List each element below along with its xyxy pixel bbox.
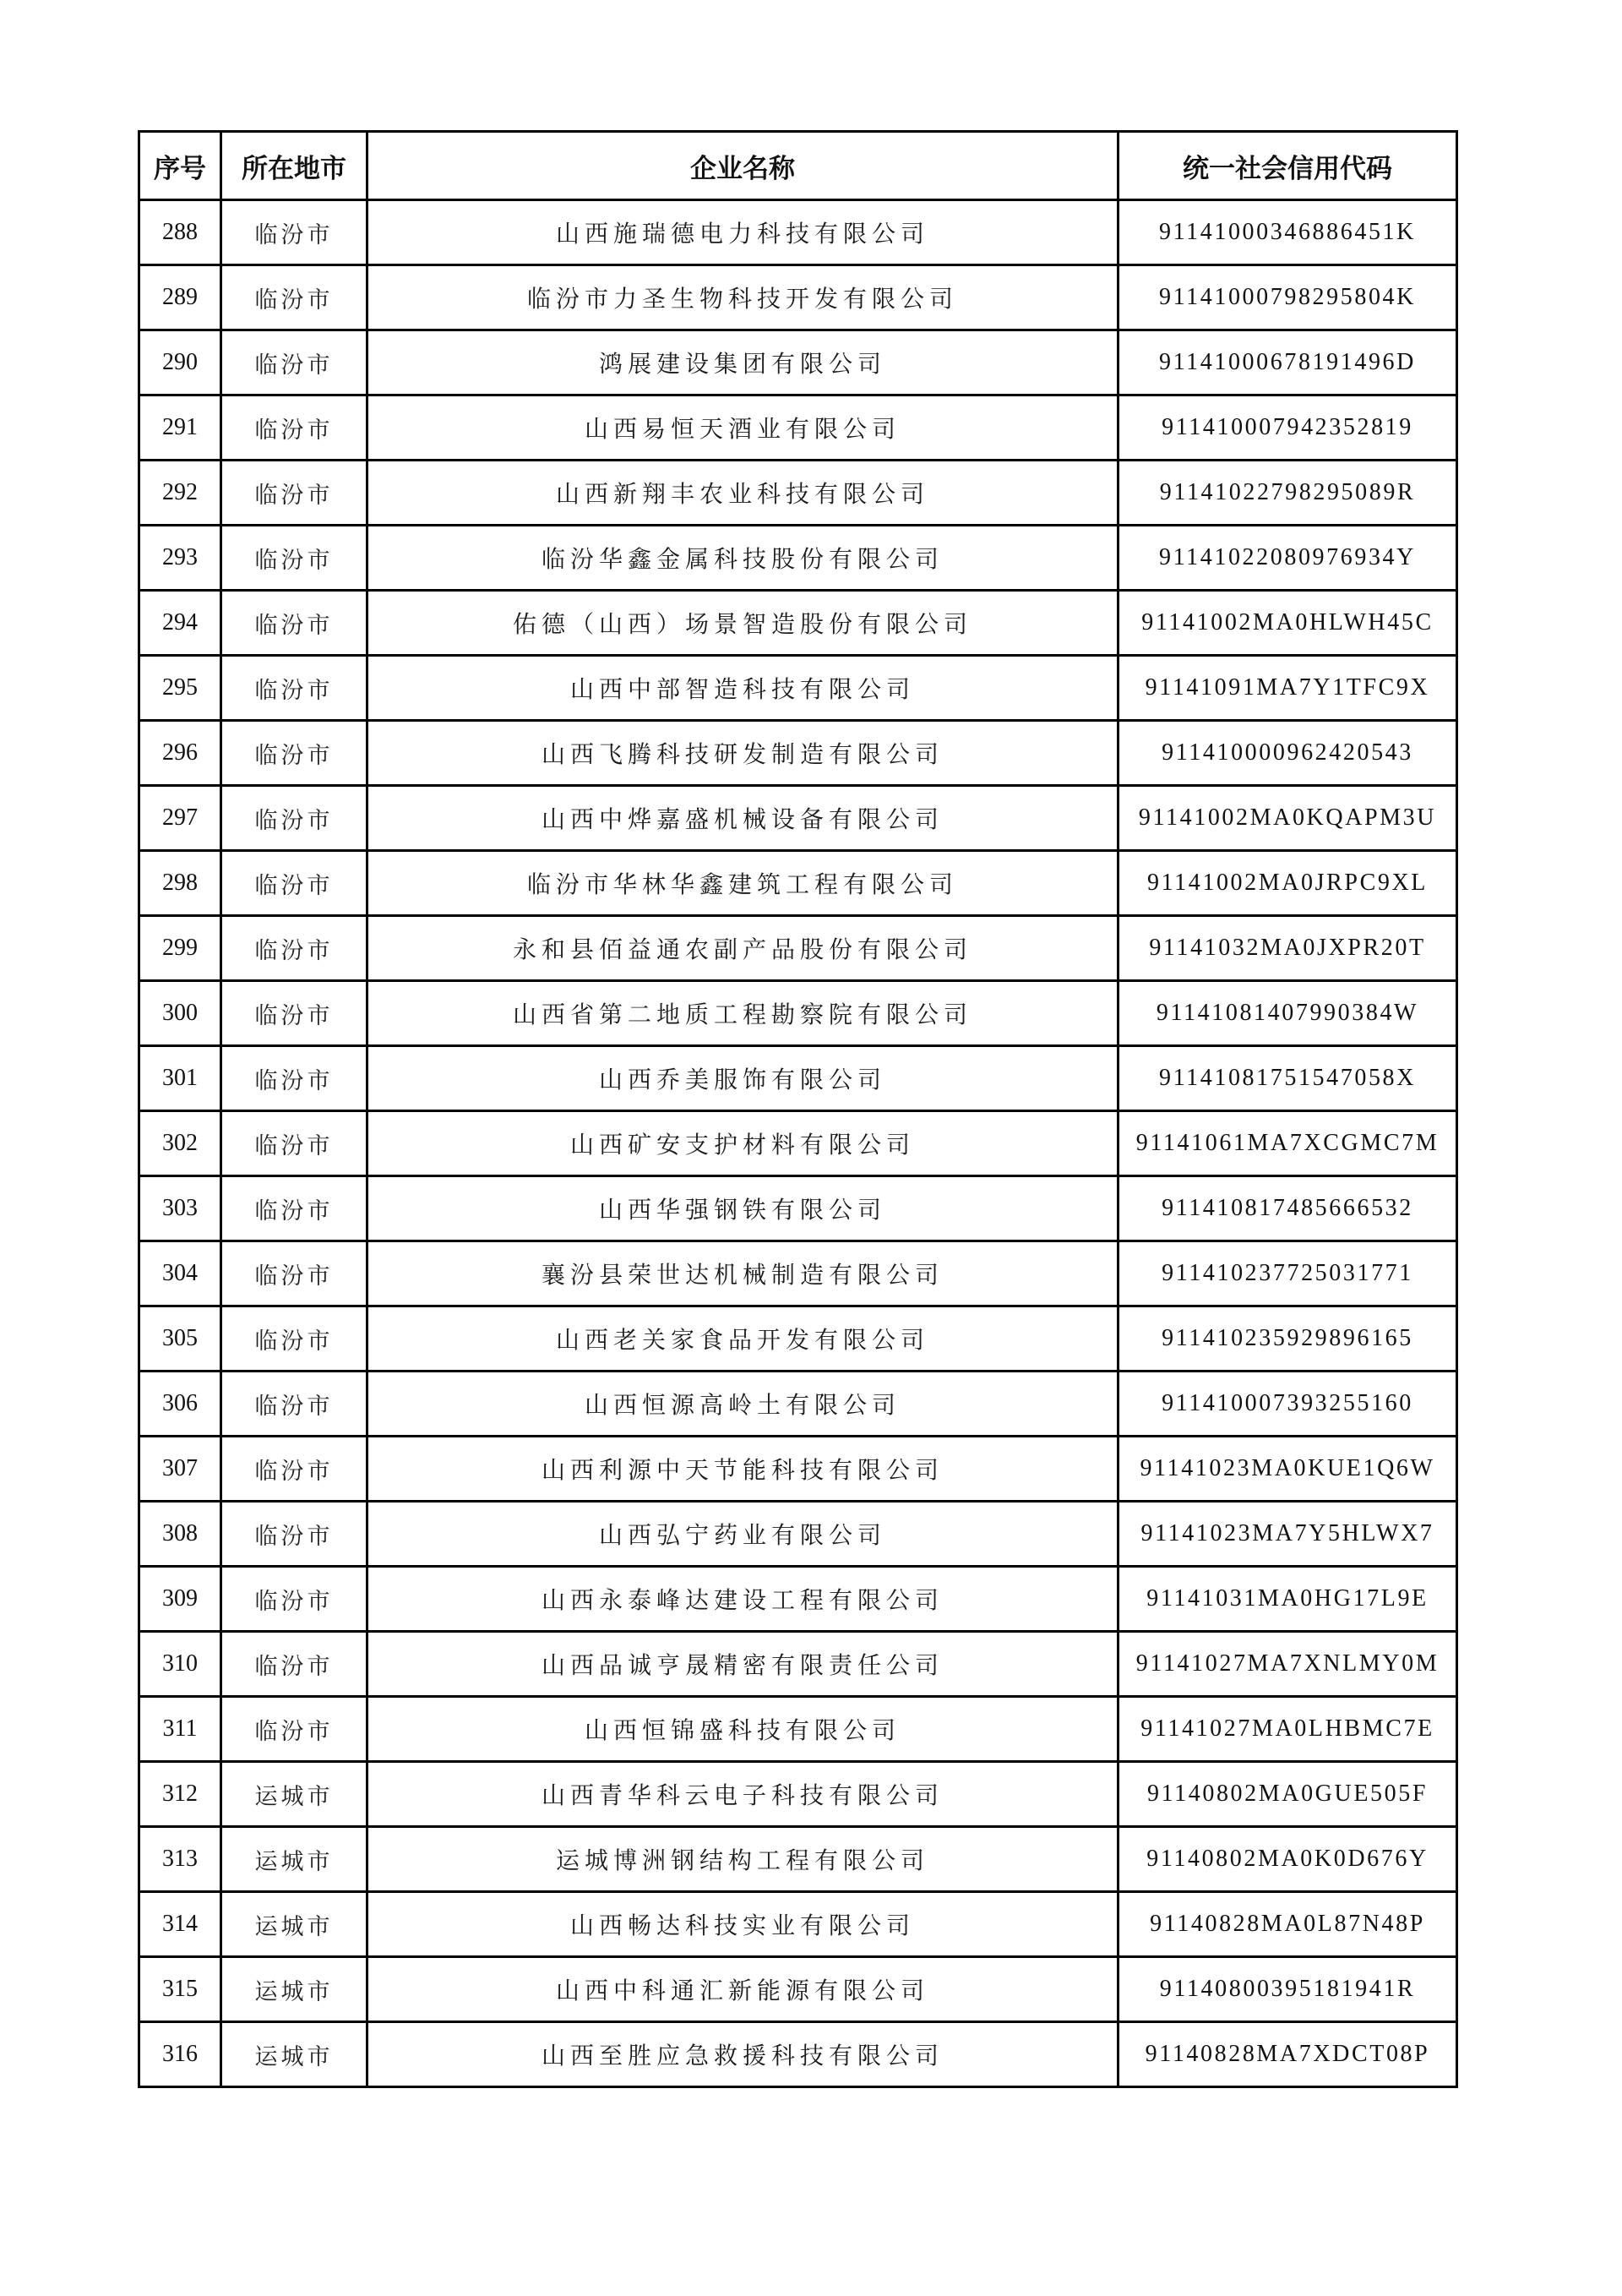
row-index: 294 [139, 591, 221, 656]
row-city: 临汾市 [221, 1306, 367, 1372]
row-index: 315 [139, 1957, 221, 2022]
row-company-name: 山西飞腾科技研发制造有限公司 [367, 721, 1119, 786]
row-city: 临汾市 [221, 1046, 367, 1111]
table-row [139, 330, 1457, 395]
table-row [139, 265, 1457, 330]
table-row [139, 1762, 1457, 1827]
row-company-name: 山西省第二地质工程勘察院有限公司 [367, 981, 1119, 1046]
row-company-name: 临汾市力圣生物科技开发有限公司 [367, 265, 1119, 330]
row-credit-code: 91141002MA0JRPC9XL [1119, 851, 1457, 916]
row-index: 298 [139, 851, 221, 916]
row-company-name: 山西永泰峰达建设工程有限公司 [367, 1567, 1119, 1632]
row-city: 临汾市 [221, 1176, 367, 1241]
table-row [139, 1241, 1457, 1306]
row-city: 临汾市 [221, 786, 367, 851]
row-credit-code: 911410007942352819 [1119, 395, 1457, 461]
table-row [139, 1437, 1457, 1502]
row-credit-code: 91141022798295089R [1119, 461, 1457, 526]
table-row [139, 591, 1457, 656]
table-row [139, 1827, 1457, 1892]
row-credit-code: 91141000678191496D [1119, 330, 1457, 395]
row-city: 临汾市 [221, 721, 367, 786]
row-city: 运城市 [221, 2022, 367, 2087]
row-credit-code: 91141022080976934Y [1119, 526, 1457, 591]
row-city: 临汾市 [221, 461, 367, 526]
row-city: 运城市 [221, 1892, 367, 1957]
row-index: 300 [139, 981, 221, 1046]
table-row [139, 981, 1457, 1046]
row-city: 临汾市 [221, 265, 367, 330]
row-index: 293 [139, 526, 221, 591]
row-company-name: 山西华强钢铁有限公司 [367, 1176, 1119, 1241]
header-credit-code: 统一社会信用代码 [1119, 132, 1457, 200]
table-row [139, 1372, 1457, 1437]
row-credit-code: 911410007393255160 [1119, 1372, 1457, 1437]
row-credit-code: 91141023MA0KUE1Q6W [1119, 1437, 1457, 1502]
row-index: 302 [139, 1111, 221, 1176]
row-index: 314 [139, 1892, 221, 1957]
table-row [139, 526, 1457, 591]
table-row [139, 851, 1457, 916]
row-credit-code: 911410235929896165 [1119, 1306, 1457, 1372]
row-city: 运城市 [221, 1957, 367, 2022]
row-company-name: 山西恒源高岭土有限公司 [367, 1372, 1119, 1437]
row-credit-code: 91141081407990384W [1119, 981, 1457, 1046]
row-company-name: 临汾华鑫金属科技股份有限公司 [367, 526, 1119, 591]
header-city: 所在地市 [221, 132, 367, 200]
row-index: 301 [139, 1046, 221, 1111]
row-company-name: 山西青华科云电子科技有限公司 [367, 1762, 1119, 1827]
table-row [139, 1306, 1457, 1372]
row-index: 297 [139, 786, 221, 851]
row-credit-code: 91140800395181941R [1119, 1957, 1457, 2022]
row-index: 299 [139, 916, 221, 981]
row-company-name: 山西中科通汇新能源有限公司 [367, 1957, 1119, 2022]
row-credit-code: 91141032MA0JXPR20T [1119, 916, 1457, 981]
row-credit-code: 91141000798295804K [1119, 265, 1457, 330]
row-company-name: 山西易恒天酒业有限公司 [367, 395, 1119, 461]
row-company-name: 山西至胜应急救援科技有限公司 [367, 2022, 1119, 2087]
row-index: 303 [139, 1176, 221, 1241]
row-index: 292 [139, 461, 221, 526]
row-credit-code: 91140828MA0L87N48P [1119, 1892, 1457, 1957]
table-row [139, 786, 1457, 851]
row-credit-code: 91141027MA7XNLMY0M [1119, 1632, 1457, 1697]
row-credit-code: 91140802MA0GUE505F [1119, 1762, 1457, 1827]
row-index: 306 [139, 1372, 221, 1437]
row-company-name: 山西新翔丰农业科技有限公司 [367, 461, 1119, 526]
row-credit-code: 91141002MA0KQAPM3U [1119, 786, 1457, 851]
table-row [139, 200, 1457, 265]
row-credit-code: 91141027MA0LHBMC7E [1119, 1697, 1457, 1762]
row-index: 312 [139, 1762, 221, 1827]
row-company-name: 山西恒锦盛科技有限公司 [367, 1697, 1119, 1762]
row-index: 310 [139, 1632, 221, 1697]
table-row [139, 1957, 1457, 2022]
row-index: 289 [139, 265, 221, 330]
row-credit-code: 91140828MA7XDCT08P [1119, 2022, 1457, 2087]
row-index: 308 [139, 1502, 221, 1567]
table-row [139, 461, 1457, 526]
row-city: 临汾市 [221, 1241, 367, 1306]
row-index: 309 [139, 1567, 221, 1632]
row-city: 临汾市 [221, 1437, 367, 1502]
row-company-name: 山西中烨嘉盛机械设备有限公司 [367, 786, 1119, 851]
table-row [139, 656, 1457, 721]
row-index: 291 [139, 395, 221, 461]
table-header [139, 132, 1457, 200]
row-company-name: 临汾市华林华鑫建筑工程有限公司 [367, 851, 1119, 916]
table-body [139, 200, 1457, 2087]
row-index: 311 [139, 1697, 221, 1762]
row-city: 运城市 [221, 1762, 367, 1827]
row-city: 临汾市 [221, 1567, 367, 1632]
row-city: 临汾市 [221, 1111, 367, 1176]
row-city: 运城市 [221, 1827, 367, 1892]
row-credit-code: 91141081751547058X [1119, 1046, 1457, 1111]
row-city: 临汾市 [221, 526, 367, 591]
header-company-name: 企业名称 [367, 132, 1119, 200]
row-credit-code: 911410817485666532 [1119, 1176, 1457, 1241]
table-row [139, 1046, 1457, 1111]
row-index: 316 [139, 2022, 221, 2087]
row-city: 临汾市 [221, 1697, 367, 1762]
row-index: 295 [139, 656, 221, 721]
table-row [139, 1892, 1457, 1957]
row-company-name: 山西乔美服饰有限公司 [367, 1046, 1119, 1111]
row-index: 313 [139, 1827, 221, 1892]
row-city: 临汾市 [221, 330, 367, 395]
table-row [139, 1632, 1457, 1697]
row-company-name: 山西畅达科技实业有限公司 [367, 1892, 1119, 1957]
row-company-name: 山西中部智造科技有限公司 [367, 656, 1119, 721]
row-city: 临汾市 [221, 1632, 367, 1697]
row-company-name: 鸿展建设集团有限公司 [367, 330, 1119, 395]
row-city: 临汾市 [221, 851, 367, 916]
row-company-name: 运城博洲钢结构工程有限公司 [367, 1827, 1119, 1892]
table-row [139, 916, 1457, 981]
row-city: 临汾市 [221, 1502, 367, 1567]
row-credit-code: 91140802MA0K0D676Y [1119, 1827, 1457, 1892]
row-city: 临汾市 [221, 916, 367, 981]
header-index: 序号 [139, 132, 221, 200]
row-index: 290 [139, 330, 221, 395]
row-company-name: 永和县佰益通农副产品股份有限公司 [367, 916, 1119, 981]
row-company-name: 佑德（山西）场景智造股份有限公司 [367, 591, 1119, 656]
row-city: 临汾市 [221, 981, 367, 1046]
row-city: 临汾市 [221, 656, 367, 721]
table-row [139, 721, 1457, 786]
row-index: 304 [139, 1241, 221, 1306]
row-credit-code: 91141061MA7XCGMC7M [1119, 1111, 1457, 1176]
table-row [139, 1502, 1457, 1567]
row-company-name: 山西利源中天节能科技有限公司 [367, 1437, 1119, 1502]
row-index: 288 [139, 200, 221, 265]
row-company-name: 山西矿安支护材料有限公司 [367, 1111, 1119, 1176]
row-company-name: 山西弘宁药业有限公司 [367, 1502, 1119, 1567]
table-row [139, 1176, 1457, 1241]
row-city: 临汾市 [221, 591, 367, 656]
table-row [139, 395, 1457, 461]
row-credit-code: 91141023MA7Y5HLWX7 [1119, 1502, 1457, 1567]
row-credit-code: 91141002MA0HLWH45C [1119, 591, 1457, 656]
table-row [139, 1697, 1457, 1762]
table-row [139, 1111, 1457, 1176]
row-credit-code: 91141000346886451K [1119, 200, 1457, 265]
row-city: 临汾市 [221, 1372, 367, 1437]
table-row [139, 2022, 1457, 2087]
enterprise-list-table [138, 130, 1458, 2088]
row-city: 临汾市 [221, 395, 367, 461]
row-company-name: 山西品诚亨晟精密有限责任公司 [367, 1632, 1119, 1697]
row-city: 临汾市 [221, 200, 367, 265]
row-company-name: 襄汾县荣世达机械制造有限公司 [367, 1241, 1119, 1306]
row-credit-code: 91141091MA7Y1TFC9X [1119, 656, 1457, 721]
table-row [139, 1567, 1457, 1632]
header-row [139, 132, 1457, 200]
row-index: 307 [139, 1437, 221, 1502]
row-credit-code: 911410237725031771 [1119, 1241, 1457, 1306]
row-credit-code: 91141031MA0HG17L9E [1119, 1567, 1457, 1632]
row-company-name: 山西老关家食品开发有限公司 [367, 1306, 1119, 1372]
row-index: 296 [139, 721, 221, 786]
row-credit-code: 911410000962420543 [1119, 721, 1457, 786]
row-company-name: 山西施瑞德电力科技有限公司 [367, 200, 1119, 265]
row-index: 305 [139, 1306, 221, 1372]
